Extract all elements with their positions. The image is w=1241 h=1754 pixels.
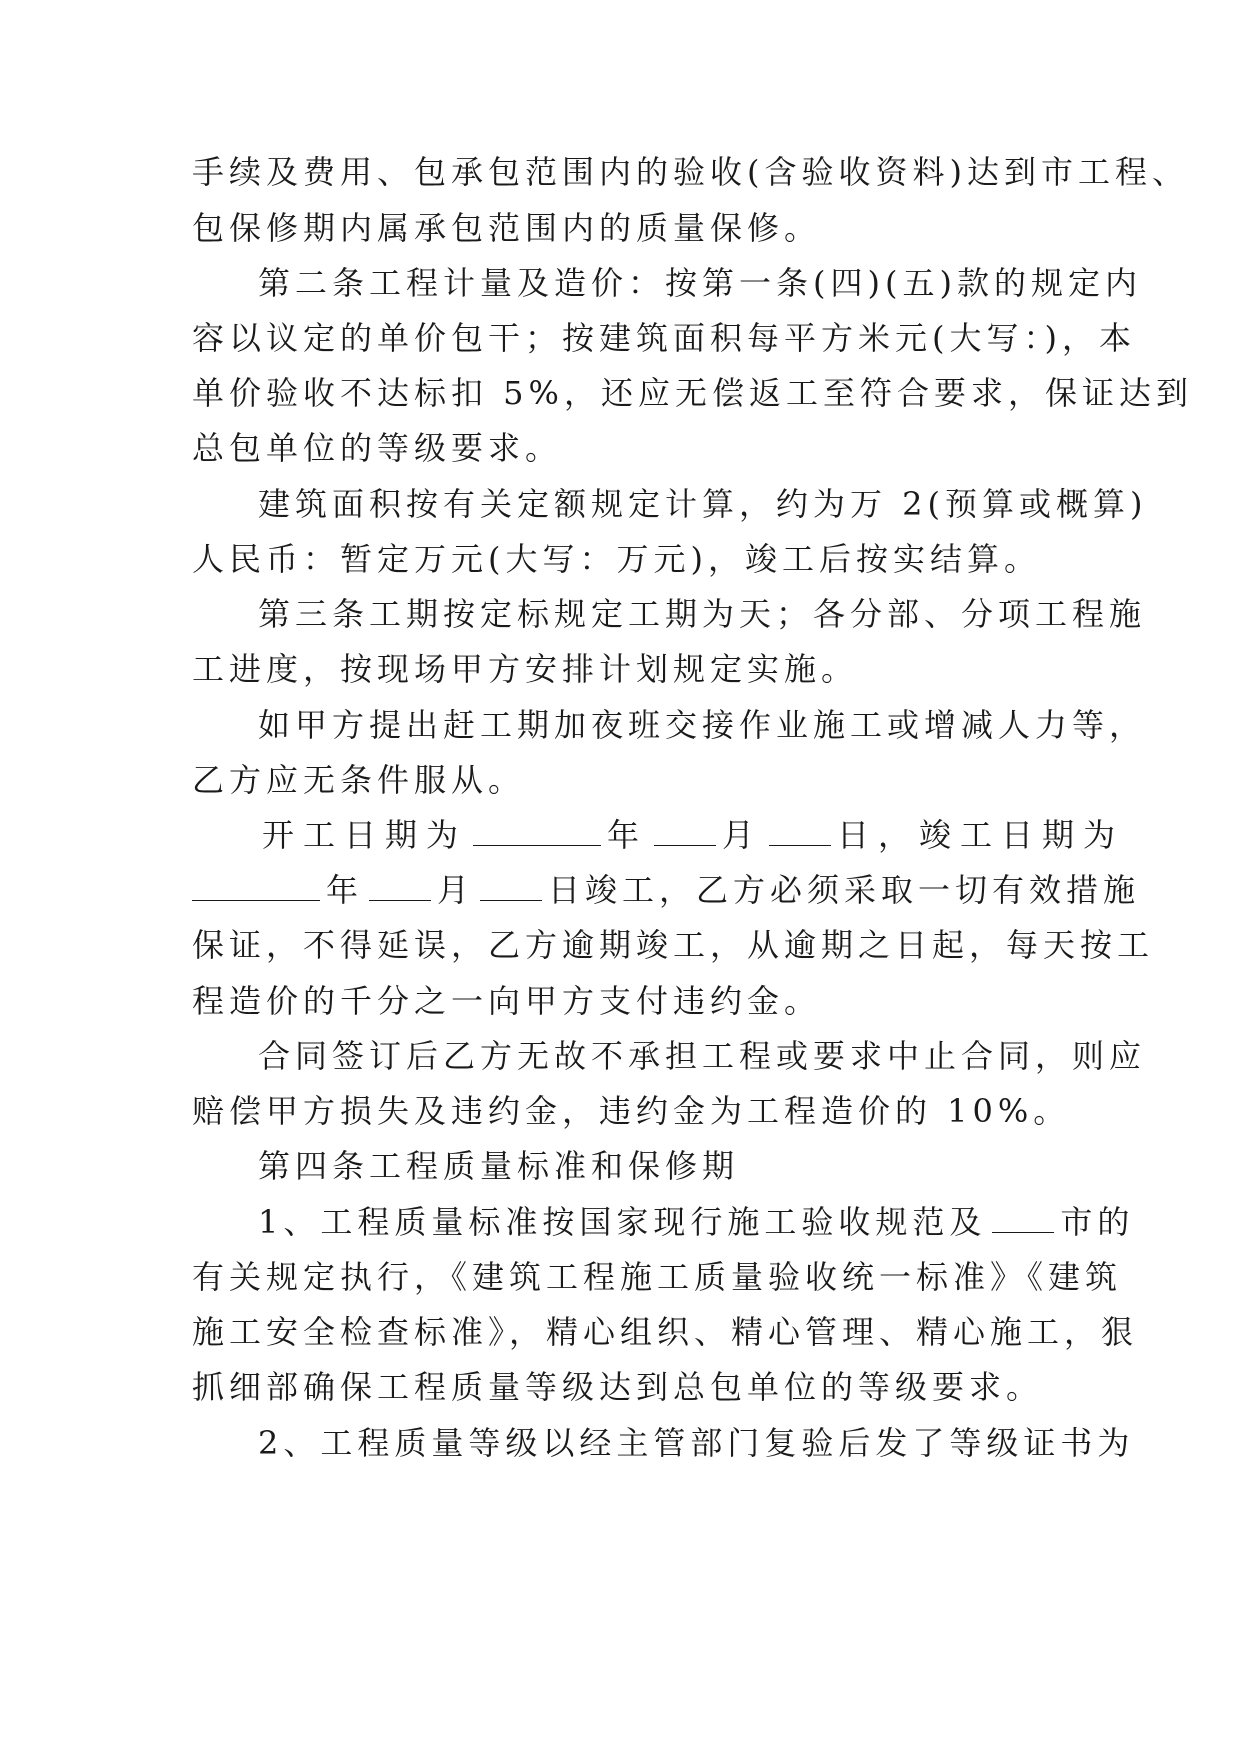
blank-field <box>480 870 542 901</box>
text-line: 总包单位的等级要求。 <box>192 429 563 467</box>
text-line: 乙方应无条件服从。 <box>192 761 526 799</box>
text-line: 赔偿甲方损失及违约金，违约金为工程造价的 10%。 <box>192 1092 1071 1130</box>
text-line: 有关规定执行，《建筑工程施工质量验收统一标准》《建筑 <box>192 1258 1123 1296</box>
text-segment: 1、工程质量标准按国家现行施工验收规范及 <box>258 1203 987 1241</box>
text-segment: 日，竣工日期为 <box>837 816 1125 854</box>
text-line: 包保修期内属承包范围内的质量保修。 <box>192 209 822 247</box>
blank-field <box>992 1202 1054 1233</box>
text-segment: 年 <box>607 816 649 854</box>
blank-field <box>654 815 716 846</box>
text-line: 保证，不得延误，乙方逾期竣工，从逾期之日起，每天按工 <box>192 926 1155 964</box>
text-segment: 开工日期为 <box>262 816 468 854</box>
text-line: 合同签订后乙方无故不承担工程或要求中止合同，则应 <box>258 1037 1147 1075</box>
text-line: 单价验收不达标扣 5%，还应无偿返工至符合要求，保证达到 <box>192 374 1193 412</box>
text-segment: 市的 <box>1060 1203 1135 1241</box>
text-line: 人民币：暂定万元(大写：万元)，竣工后按实结算。 <box>192 540 1041 578</box>
quality-standard-line <box>258 1202 1134 1242</box>
text-line: 第二条工程计量及造价：按第一条(四)(五)款的规定内 <box>258 264 1142 302</box>
text-segment: 年 <box>326 871 364 909</box>
blank-field <box>473 815 601 846</box>
text-line: 容以议定的单价包干；按建筑面积每平方米元(大写：)，本 <box>192 319 1136 357</box>
text-line: 手续及费用、包承包范围内的验收(含验收资料)达到市工程、 <box>192 153 1189 191</box>
blank-field <box>369 870 431 901</box>
text-line: 如甲方提出赶工期加夜班交接作业施工或增减人力等， <box>258 706 1147 744</box>
start-date-line <box>262 815 1124 855</box>
text-line: 抓细部确保工程质量等级达到总包单位的等级要求。 <box>192 1368 1044 1406</box>
blank-field <box>192 870 320 901</box>
text-line: 程造价的千分之一向甲方支付违约金。 <box>192 982 822 1020</box>
text-line: 2、工程质量等级以经主管部门复验后发了等级证书为 <box>258 1424 1135 1462</box>
text-line: 工进度，按现场甲方安排计划规定实施。 <box>192 650 859 688</box>
text-segment: 月 <box>437 871 475 909</box>
text-line: 施工安全检查标准》，精心组织、精心管理、精心施工，狠 <box>192 1313 1139 1351</box>
text-line: 第三条工期按定标规定工期为天；各分部、分项工程施 <box>258 595 1147 633</box>
text-segment: 日竣工，乙方必须采取一切有效措施 <box>548 871 1141 909</box>
text-segment: 月 <box>722 816 764 854</box>
end-date-line <box>192 870 1140 910</box>
text-line: 建筑面积按有关定额规定计算，约为万 2(预算或概算) <box>258 485 1148 523</box>
blank-field <box>769 815 831 846</box>
section-heading: 第四条工程质量标准和保修期 <box>258 1147 740 1185</box>
